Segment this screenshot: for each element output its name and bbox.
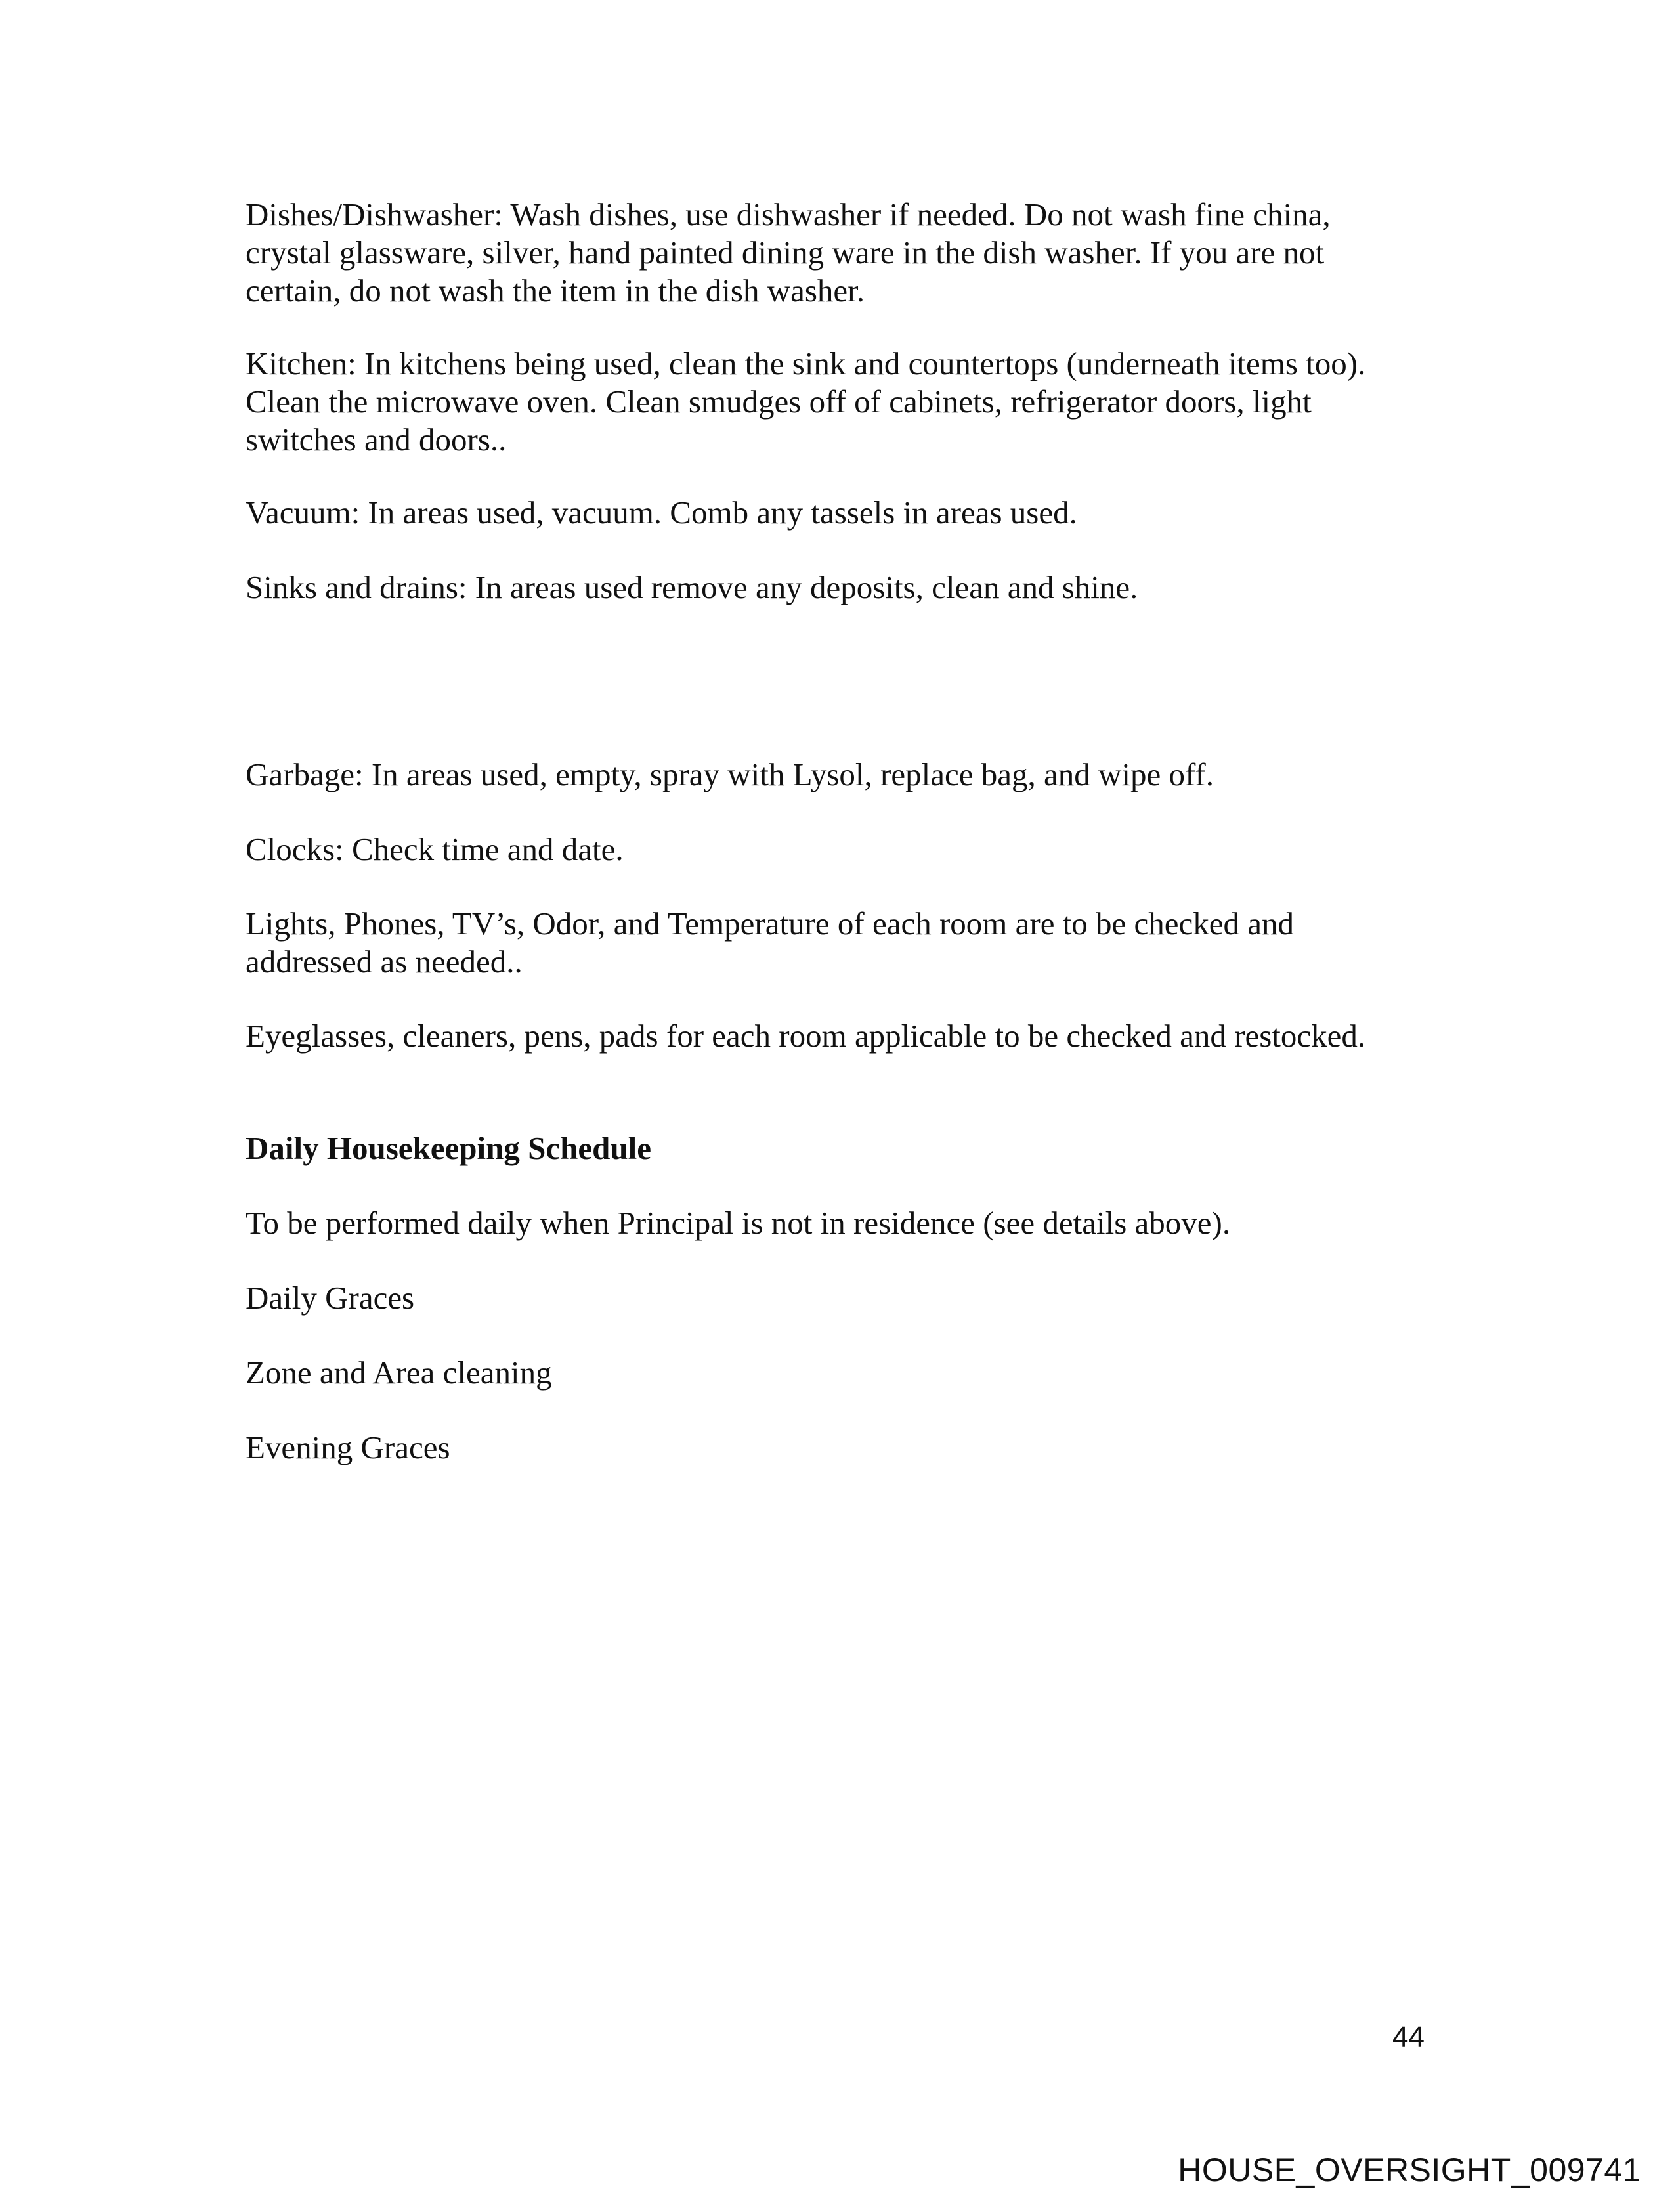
dishes-paragraph: Dishes/Dishwasher: Wash dishes, use dishwasher if needed. Do not wash fine china, crystal glassware, silver, hand painted dining ware in the dish washer. If you are not certain, do not wash the item in the dish washer.: [246, 196, 1331, 309]
page-number: 44: [1392, 2021, 1425, 2053]
sinks-paragraph: Sinks and drains: In areas used remove any deposits, clean and shine.: [246, 569, 1138, 605]
schedule-item-zone-area-cleaning: Zone and Area cleaning: [246, 1355, 552, 1391]
kitchen-paragraph: Kitchen: In kitchens being used, clean the sink and countertops (underneath items too). Clean the microwave oven. Clean smudges off of cabinets, refrigerator doors, light switches and doors..: [246, 345, 1366, 458]
bates-number: HOUSE_OVERSIGHT_009741: [1178, 2152, 1641, 2188]
section-intro: To be performed daily when Principal is not in residence (see details above).: [246, 1205, 1231, 1241]
eyeglasses-paragraph: Eyeglasses, cleaners, pens, pads for each room applicable to be checked and restocked.: [246, 1018, 1366, 1054]
schedule-item-daily-graces: Daily Graces: [246, 1280, 415, 1316]
schedule-item-evening-graces: Evening Graces: [246, 1429, 450, 1465]
garbage-paragraph: Garbage: In areas used, empty, spray with Lysol, replace bag, and wipe off.: [246, 756, 1214, 792]
clocks-paragraph: Clocks: Check time and date.: [246, 831, 624, 867]
lights-paragraph: Lights, Phones, TV’s, Odor, and Temperature of each room are to be checked and addressed as needed..: [246, 905, 1295, 980]
vacuum-paragraph: Vacuum: In areas used, vacuum. Comb any tassels in areas used.: [246, 494, 1077, 531]
section-heading: Daily Housekeeping Schedule: [246, 1130, 652, 1166]
